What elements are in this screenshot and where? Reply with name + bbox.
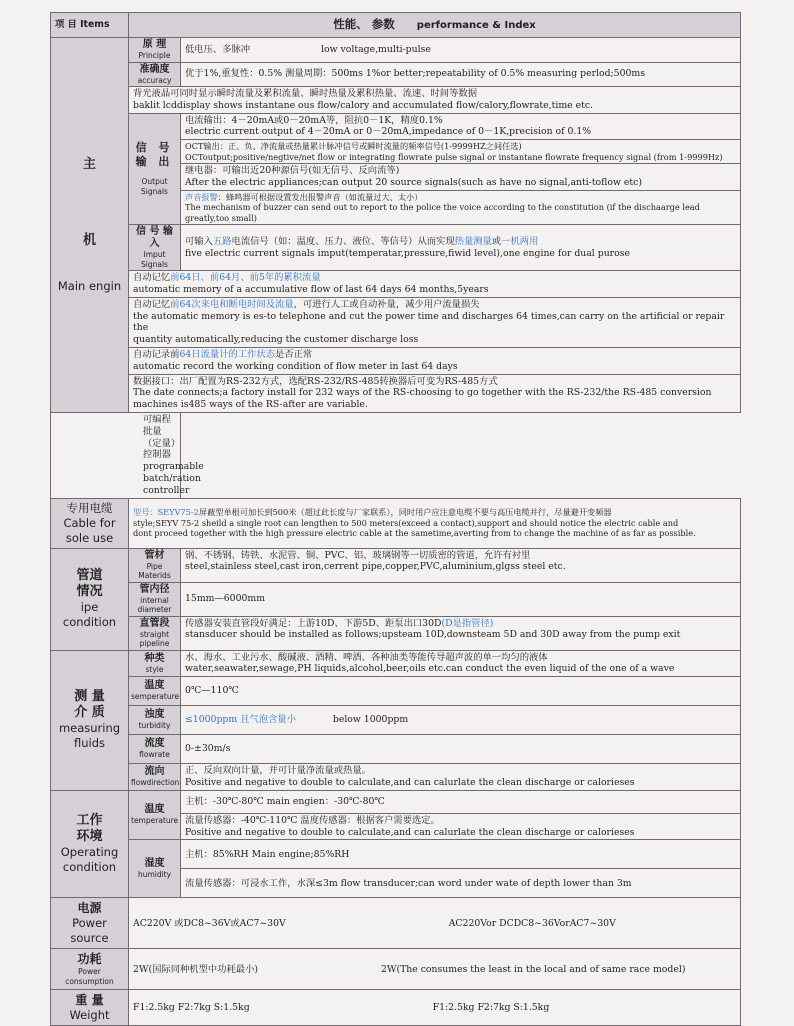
- fluid-style-value: [181, 650, 741, 677]
- input-zh-highlight-2: 热量测量: [454, 235, 492, 247]
- main-engine-category: [51, 38, 129, 413]
- operating-en-2: condition: [62, 860, 117, 875]
- power-zh: 电源: [77, 901, 102, 916]
- pipe-zh-2: 情况: [76, 584, 103, 600]
- input-signals-en-value: five electric current signals imput(temperatar,pressure,fiwid level),one engine for dual purose: [185, 247, 630, 259]
- fluid-style-zh-value: 水、海水、工业污水、酸碱液、酒精、啤酒、各种油类等能传导超声波的单一均匀的液体: [185, 651, 548, 663]
- memory-power-en-1: the automatic memory is es-to telephone and cut the power time and discharges 64 times,can carry on the artificial or repair the: [133, 310, 725, 334]
- fluid-style-zh: 种类: [144, 652, 165, 664]
- batch-controller-zh: 可编程批量（定量）控制器: [143, 414, 176, 461]
- memory-64: [129, 271, 741, 298]
- output-relay-en: After the electric appliances;can output 20 source signals(such as have no signal,anti-toflow etc): [185, 176, 642, 188]
- fluid-direction-label: [129, 764, 181, 791]
- output-relay: [181, 164, 741, 191]
- cable-zh: 专用电缆: [66, 500, 113, 515]
- batch-controller-en: programable batch/ration controller: [143, 461, 204, 496]
- fluid-turbidity-en: turbidity: [138, 721, 171, 731]
- straight-pipe-zh-value: 传感器安装直管段好满足：上游10D、下游5D、距泵出口30D: [185, 617, 442, 629]
- accuracy-label-zh: 准确度: [139, 63, 170, 75]
- output-current-zh: 电流输出：4－20mA或0－20mA等，阻抗0－1K，精度0.1%: [185, 114, 443, 126]
- consumption-zh: 功耗: [77, 952, 102, 967]
- principle-label-zh: 原 理: [142, 39, 167, 50]
- power-value-a: AC220V 或DC8~36V或AC7~30V: [133, 917, 286, 929]
- items-header: 项 目 Items: [51, 13, 129, 38]
- memory-64-en: automatic memory of a accumulative flow of last 64 days 64 months,5years: [133, 284, 489, 296]
- cable-value: [129, 498, 741, 548]
- performance-header-zh: 性能、 参数: [333, 16, 395, 31]
- output-alarm-zh-highlight: 声音报警: [185, 191, 218, 202]
- output-alarm-en: The mechanism of buzzer can send out to report to the police the voice according to the constitution (if the dischaarge lead greatly,too small): [185, 202, 700, 223]
- principle-value-zh: 低电压、多脉冲: [185, 43, 251, 55]
- table-row: [51, 990, 741, 1026]
- work-temp-sensor-en: Positive and negative to double to calculate,and can calurlate the clean discharge or calorieses: [185, 826, 635, 838]
- batch-controller: [51, 413, 204, 499]
- fluid-direction-en-value: Positive and negative to double to calculate,and can calurlate the clean discharge or calorieses: [185, 777, 635, 789]
- input-zh-1: 可输入: [185, 235, 213, 247]
- work-temp-sensor-zh: 流量传感器：-40℃-110℃ 温度传感器：根据客户需要选定。: [185, 814, 440, 826]
- input-signals-value: [181, 225, 741, 271]
- table-row: [51, 62, 741, 87]
- fluid-turbidity-label: [129, 706, 181, 735]
- pipe-category: [51, 548, 129, 650]
- fluid-flowrate-label: [129, 735, 181, 764]
- consumption-value-b: 2W(The consumes the least in the local and of same race model): [380, 963, 686, 975]
- power-category: [51, 898, 129, 949]
- pipe-diameter-value: 15mm—6000mm: [181, 582, 741, 616]
- memory-64-zh: 自动记忆: [133, 272, 171, 284]
- output-current: [181, 113, 741, 140]
- cable-zh-value: 屏蔽型单根可加长到500米（超过此长度与厂家联系），同时用户应注意电缆不要与高压电缆并行，尽量避开变频器: [198, 507, 612, 518]
- principle-value: [181, 38, 741, 63]
- table-row: [51, 735, 741, 764]
- table-row: [51, 297, 741, 347]
- output-signals-en: Output Signals: [141, 177, 168, 196]
- fluid-temp-zh: 温度: [144, 680, 165, 692]
- principle-value-en: low voltage,multi-pulse: [321, 43, 431, 55]
- power-en: Power source: [70, 916, 109, 946]
- input-zh-2: 电流信号（如：温度、压力、液位、等信号）从而实现: [231, 235, 455, 247]
- fluid-direction-zh-value: 正、反向双向计量，并可计量净流量或热量。: [185, 765, 371, 777]
- table-row: [51, 582, 741, 616]
- table-row: [51, 949, 741, 990]
- fluids-category: [51, 650, 129, 790]
- table-row: [51, 677, 741, 706]
- fluid-direction-value: [181, 764, 741, 791]
- output-relay-zh: 继电器：可输出近20种源信号(如无信号、反向流等): [185, 165, 400, 177]
- work-humidity-sensor: 流量传感器：可浸水工作，水深≤3m flow transducer;can word under wate of depth lower than 3m: [181, 869, 741, 898]
- weight-zh: 重 量: [75, 993, 104, 1008]
- input-signals-label: [129, 225, 181, 271]
- accuracy-label-en: accuracy: [137, 75, 172, 85]
- pipe-material-value: [181, 548, 741, 582]
- cable-en-value-1: style;SEYV 75-2 sheild a single root can lengthen to 500 meters(exceed a contact),support and should notice the electric cable and: [133, 517, 679, 528]
- consumption-value: [129, 949, 741, 990]
- main-engine-en: Main engin: [57, 278, 122, 293]
- table-row: [51, 348, 741, 375]
- weight-value: [129, 990, 741, 1026]
- fluids-zh-2: 介 质: [74, 705, 105, 721]
- input-signals-zh: 信 号 输 入: [136, 226, 173, 250]
- output-signals-label: [129, 113, 181, 225]
- fluids-en-1: measuring: [58, 721, 121, 736]
- cable-en-value-2: dont proceed together with the high pressure electric cable at the sametime,averting from to change the machine of as far as possible.: [133, 528, 696, 539]
- memory-power-en-2: quantity automatically,reducing the customer discharge loss: [133, 334, 419, 346]
- fluid-temp-en: semperature: [131, 692, 180, 702]
- working-record: [129, 348, 741, 375]
- power-value: [129, 898, 741, 949]
- input-signals-en: Imput Signals: [141, 250, 168, 269]
- weight-category: [51, 990, 129, 1026]
- accuracy-label: [129, 62, 181, 87]
- main-engine-zh-2: 机: [82, 232, 96, 248]
- fluid-flowrate-zh: 流度: [144, 738, 165, 750]
- table-row: [51, 840, 741, 869]
- pipe-en: ipe condition: [62, 600, 117, 630]
- fluid-style-en: style: [145, 664, 164, 674]
- pipe-material-zh-value: 钢、不锈钢、铸铁、水泥管、铜、PVC、铝、玻璃钢等一切质密的管道，允许有衬里: [185, 549, 531, 561]
- table-row: [51, 764, 741, 791]
- weight-value-a: F1:2.5kg F2:7kg S:1.5kg: [133, 1002, 250, 1013]
- working-record-zh-2: 是否正常: [275, 349, 313, 361]
- data-port-en-1: The date connects;a factory install for 232 ways of the RS-choosing to go together with the RS-232/the RS-485 conversion: [133, 387, 712, 399]
- pipe-material-zh: 管材: [144, 549, 165, 561]
- work-humidity-label: [129, 840, 181, 898]
- data-port: [129, 374, 741, 412]
- straight-pipe-zh-highlight: (D是指管径): [441, 617, 494, 629]
- table-row: [51, 706, 741, 735]
- pipe-diameter-zh: 管内径: [139, 583, 170, 595]
- accuracy-value: 优于1%,重复性：0.5% 测量周期：500ms 1%or better;repeatability of 0.5% measuring perlod;500ms: [181, 62, 741, 87]
- fluid-temp-value: 0℃—110℃: [181, 677, 741, 706]
- output-alarm-zh: ：蜂鸣器可根据设置发出报警声音（如流量过大、太小）: [217, 191, 423, 202]
- performance-header: [129, 13, 741, 38]
- fluid-style-label: [129, 650, 181, 677]
- cable-en-2: sole use: [65, 530, 114, 545]
- work-temp-label: [129, 790, 181, 840]
- fluid-direction-en: flowdirection: [131, 778, 180, 788]
- table-row: [51, 271, 741, 298]
- table-row: [51, 113, 741, 140]
- fluid-temp-label: [129, 677, 181, 706]
- output-oct-en: OCToutput;positive/negtive/net flow or integrating flowrate pulse signal or instantane flowrate frequency signal (from 1-9999Hz): [185, 151, 723, 162]
- performance-header-en: performance & Index: [416, 19, 536, 31]
- spec-table: [50, 12, 741, 1026]
- work-humidity-main: 主机：85%RH Main engine;85%RH: [181, 840, 741, 869]
- working-record-zh-1: 自动记录前: [133, 349, 180, 361]
- input-zh-highlight-1: 五路: [212, 235, 232, 247]
- memory-power-zh-1: 自动记忆: [133, 298, 171, 310]
- fluid-style-en-value: water,seawater,sewage,PH liquids,alcohol,beer,oils etc.can conduct the even liquid of the one of a wave: [185, 663, 675, 675]
- weight-en: Weight: [69, 1008, 110, 1023]
- memory-power-zh-2: ，可进行人工或自动补量，减少用户流量损失: [293, 298, 480, 310]
- cable-model-highlight: 型号：SEYV75-2: [133, 507, 199, 518]
- straight-pipe-en-value: stansducer should be installed as follows;upsteam 10D,downsteam 5D and 30D away from the pump exit: [185, 629, 681, 641]
- pipe-zh-1: 管道: [76, 568, 103, 584]
- fluid-direction-zh: 流向: [144, 766, 165, 778]
- output-oct: [181, 140, 741, 164]
- table-row: [51, 87, 741, 114]
- operating-en-1: Operating: [60, 845, 119, 860]
- operating-zh-1: 工作: [76, 813, 103, 829]
- cable-category: [51, 498, 129, 548]
- backlit-en: baklit lcddisplay shows instantane ous flow/calory and accumulated flow/calory,flowrate,time etc.: [133, 99, 593, 111]
- cable-en-1: Cable for: [63, 515, 116, 530]
- straight-pipe-zh: 直管段: [139, 617, 170, 629]
- fluid-turbidity-value: [181, 706, 741, 735]
- pipe-material-en: Pipe Materids: [138, 561, 171, 581]
- table-row: [51, 790, 741, 813]
- table-row: [51, 650, 741, 677]
- pipe-material-en-value: steel,stainless steel,cast iron,cerrent pipe,copper,PVC,aluminium,glgss steel etc.: [185, 561, 566, 573]
- data-port-en-2: machines is485 ways of the RS-after are variable.: [133, 399, 368, 411]
- memory-power: [129, 297, 741, 347]
- fluid-turbidity-zh: 浊度: [144, 709, 165, 721]
- principle-label: [129, 38, 181, 63]
- table-row: [51, 225, 741, 271]
- work-humidity-en: humidity: [137, 870, 172, 880]
- fluids-en-2: fluids: [73, 736, 106, 751]
- memory-64-zh-highlight: 前64日、前64月、前5年的累积流量: [170, 272, 321, 284]
- table-row: [51, 38, 741, 63]
- pipe-material-label: [129, 548, 181, 582]
- working-record-zh-highlight: 64日流量计的工作状态: [179, 349, 276, 361]
- data-port-zh: 数据接口：出厂配置为RS-232方式，选配RS-232/RS-485转换器后可变为RS-485方式: [133, 375, 498, 387]
- table-row: [51, 374, 741, 412]
- straight-pipe-label: [129, 616, 181, 650]
- input-zh-highlight-3: 一机两用: [501, 235, 539, 247]
- fluids-zh-1: 测 量: [74, 689, 105, 705]
- table-row: [51, 548, 741, 582]
- working-record-en: automatic record the working condition of flow meter in last 64 days: [133, 360, 458, 372]
- pipe-diameter-en: internal diameter: [137, 595, 172, 615]
- table-row: [51, 898, 741, 949]
- backlit-zh: 背光液晶可同时显示瞬时流量及累积流量、瞬时热量及累积热量、流速、时间等数据: [133, 88, 477, 99]
- table-row: [51, 616, 741, 650]
- main-engine-zh-1: 主: [82, 156, 96, 172]
- consumption-category: [51, 949, 129, 990]
- work-temp-sensor: [181, 813, 741, 840]
- output-alarm: [181, 190, 741, 225]
- consumption-value-a: 2W(国际同种机型中功耗最小): [133, 963, 258, 975]
- straight-pipe-value: [181, 616, 741, 650]
- consumption-en: Power consumption: [65, 967, 114, 987]
- fluid-turbidity-en-value: below 1000ppm: [332, 714, 409, 726]
- operating-zh-2: 环境: [76, 829, 103, 845]
- fluid-flowrate-en: flowrate: [139, 750, 170, 760]
- fluid-turbidity-zh-value: ≤1000ppm 且气泡含量小: [185, 714, 296, 726]
- fluid-flowrate-value: 0-±30m/s: [181, 735, 741, 764]
- work-humidity-zh: 湿度: [144, 858, 165, 870]
- output-current-en: electric current output of 4－20mA or 0－20mA,impedance of 0－1K,precision of 0.1%: [185, 126, 592, 138]
- memory-power-zh-highlight: 前64次来电和断电时间及流量: [170, 298, 294, 310]
- power-value-b: AC220Vor DCDC8~36VorAC7~30V: [448, 917, 616, 929]
- table-row: [51, 498, 741, 548]
- weight-value-b: F1:2.5kg F2:7kg S:1.5kg: [432, 1002, 550, 1013]
- work-temp-en: temperature: [131, 816, 179, 826]
- table-header-row: [51, 13, 741, 38]
- backlit-display: [129, 87, 741, 114]
- work-temp-main: 主机：-30℃-80℃ main engien：-30℃-80℃: [181, 790, 741, 813]
- table-row: [51, 413, 741, 499]
- principle-label-en: Principle: [138, 51, 171, 60]
- operating-category: [51, 790, 129, 898]
- work-temp-zh: 温度: [144, 804, 165, 816]
- input-zh-3: 或: [491, 235, 502, 247]
- output-oct-zh: OCT输出：正、负、净流量或热量累计脉冲信号或瞬时流量的频率信号(1-9999HZ之间任选): [185, 141, 522, 152]
- straight-pipe-en: straight pipeline: [139, 629, 170, 649]
- pipe-diameter-label: [129, 582, 181, 616]
- output-signals-zh: 信 号 输 出: [135, 141, 174, 169]
